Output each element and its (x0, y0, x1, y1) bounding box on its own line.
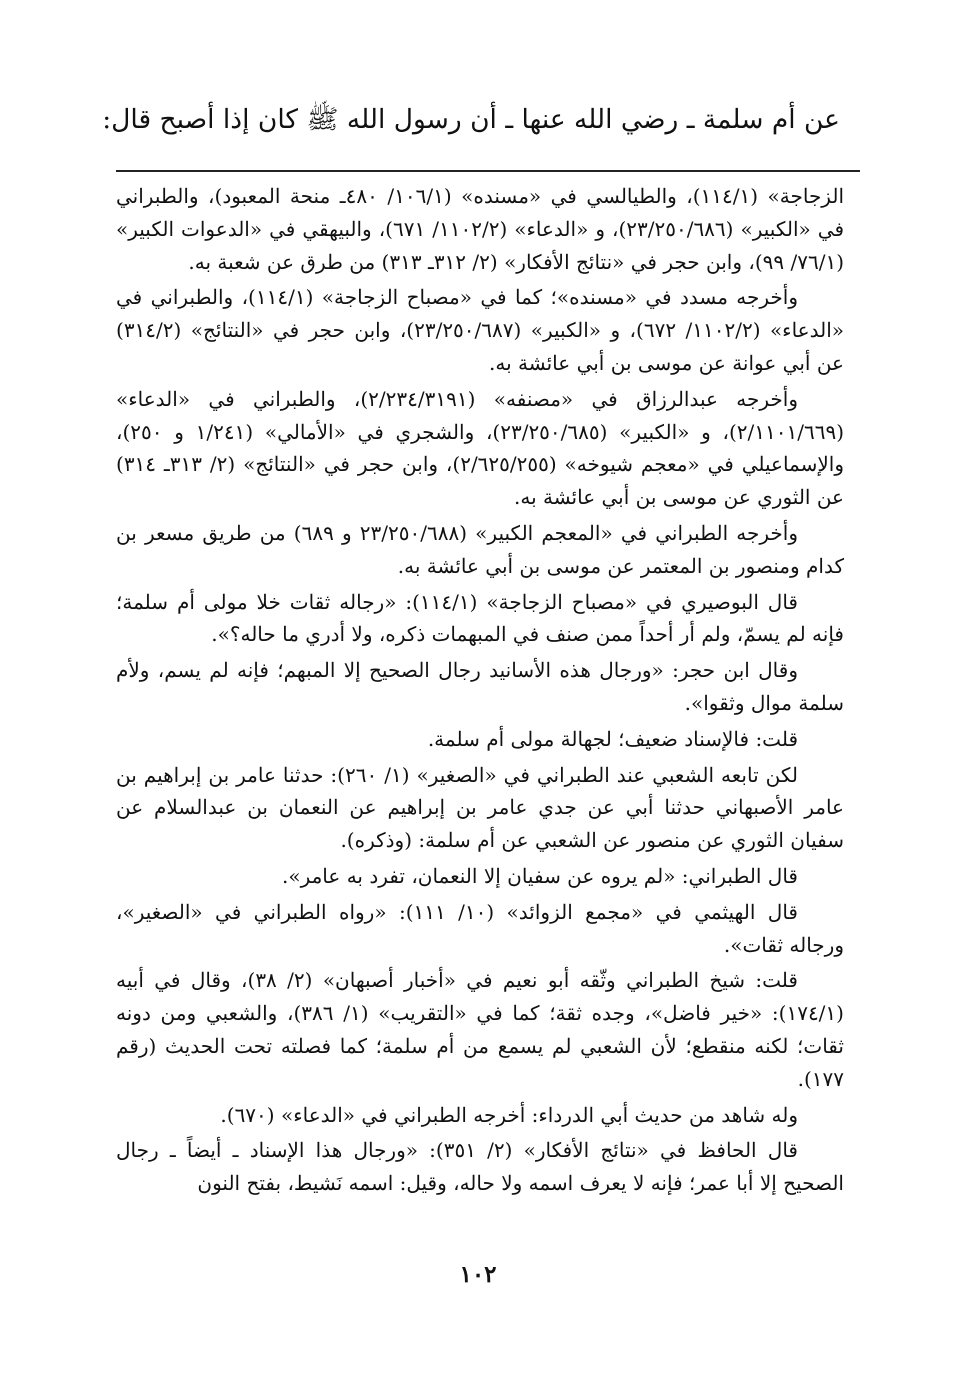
footnote-paragraph-1: الزجاجة» (١١٤/١)، والطيالسي في «مسنده» (١٠٦/١/ ٤٨٠ـ منحة المعبود)، والطبراني في «الكبير» (٢٣/٢٥٠/٦٨٦)، و «الدعاء» (١١٠٢/٢/ ٦٧١)، والبيهقي في «الدعوات الكبير» (٧٦/١/ ٩٩)، وابن حجر في «نتائج الأفكار» (٢/ ٣١٢ـ ٣١٣) من طرق عن شعبة به. (116, 184, 844, 274)
footnote-paragraph-11: قلت: شيخ الطبراني وثّقه أبو نعيم في «أخبار أصبهان» (٢/ ٣٨)، وقال في أبيه (١٧٤/١): «خير فاضل»، وجده ثقة؛ كما في «التقريب» (١/ ٣٨٦)، والشعبي ومن دونه ثقات؛ لكنه منقطع؛ لأن الشعبي لم يسمع من أم سلمة؛ كما فصلته تحت الحديث (رقم ١٧٧). (116, 968, 844, 1091)
footnote-paragraph-5: قال البوصيري في «مصباح الزجاجة» (١١٤/١): «رجاله ثقات خلا مولى أم سلمة؛ فإنه لم يسمّ، ولم أر أحداً ممن صنف في المبهمات ذكره، ولا أدري ما حاله؟». (116, 589, 844, 647)
footnote-paragraph-13: قال الحافظ في «نتائج الأفكار» (٢/ ٣٥١): «ورجال هذا الإسناد ـ أيضاً ـ رجال الصحيح إلا أبا عمر؛ فإنه لا يعرف اسمه ولا حاله، وقيل: اسمه نَشيط، بفتح النون (116, 1138, 844, 1196)
footnote-paragraph-4: وأخرجه الطبراني في «المعجم الكبير» (٢٣/٢٥٠/٦٨٨ و ٦٨٩) من طريق مسعر بن كدام ومنصور بن المعتمر عن موسى بن أبي عائشة به. (116, 520, 844, 578)
main-text-line: عن أم سلمة ـ رضي الله عنها ـ أن رسول الله ﷺ كان إذا أصبح قال: (102, 104, 840, 135)
footnote-paragraph-10: قال الهيثمي في «مجمع الزوائد» (١٠/ ١١١): «رواه الطبراني في «الصغير»، ورجاله ثقات». (116, 899, 844, 957)
footnote-paragraph-9: قال الطبراني: «لم يروه عن سفيان إلا النعمان، تفرد به عامر». (281, 863, 798, 888)
footnote-paragraph-2: وأخرجه مسدد في «مسنده»؛ كما في «مصباح الزجاجة» (١١٤/١)، والطبراني في «الدعاء» (١١٠٢/٢/ ٦٧٢)، و «الكبير» (٢٣/٢٥٠/٦٨٧)، وابن حجر في «النتائج» (٣١٤/٢) عن أبي عوانة عن موسى بن أبي عائشة به. (116, 285, 844, 375)
footnote-paragraph-6: وقال ابن حجر: «ورجال هذه الأسانيد رجال الصحيح إلا المبهم؛ فإنه لم يسم، ولأم سلمة موال وثقوا». (116, 658, 844, 715)
footnote-paragraph-8: لكن تابعه الشعبي عند الطبراني في «الصغير» (١/ ٢٦٠): حدثنا عامر بن إبراهيم بن عامر الأصبهاني حدثنا أبي عن جدي عامر بن إبراهيم عن النعمان بن عبدالسلام عن سفيان الثوري عن منصور عن الشعبي عن أم سلمة: (وذكره). (116, 762, 844, 853)
footnote-paragraph-3: وأخرجه عبدالرزاق في «مصنفه» (٢/٢٣٤/٣١٩١)، والطبراني في «الدعاء» (٢/١١٠١/٦٦٩)، و «الكبير» (٢٣/٢٥٠/٦٨٥)، والشجري في «الأمالي» (١/٢٤١ و ٢٥٠)، والإسماعيلي في «معجم شيوخه» (٢/٦٢٥/٢٥٥)، وابن حجر في «النتائج» (٢/ ٣١٣ـ ٣١٤) عن الثوري عن موسى بن أبي عائشة به. (116, 386, 845, 510)
footnotes-block (116, 180, 844, 1203)
footnote-paragraph-7: قلت: فالإسناد ضعيف؛ لجهالة مولى أم سلمة. (427, 726, 798, 751)
page-number: ١٠٢ (459, 1261, 497, 1288)
footnote-paragraph-12: وله شاهد من حديث أبي الدرداء: أخرجه الطبراني في «الدعاء» (٦٧٠). (220, 1102, 798, 1127)
footnote-separator (116, 170, 860, 172)
